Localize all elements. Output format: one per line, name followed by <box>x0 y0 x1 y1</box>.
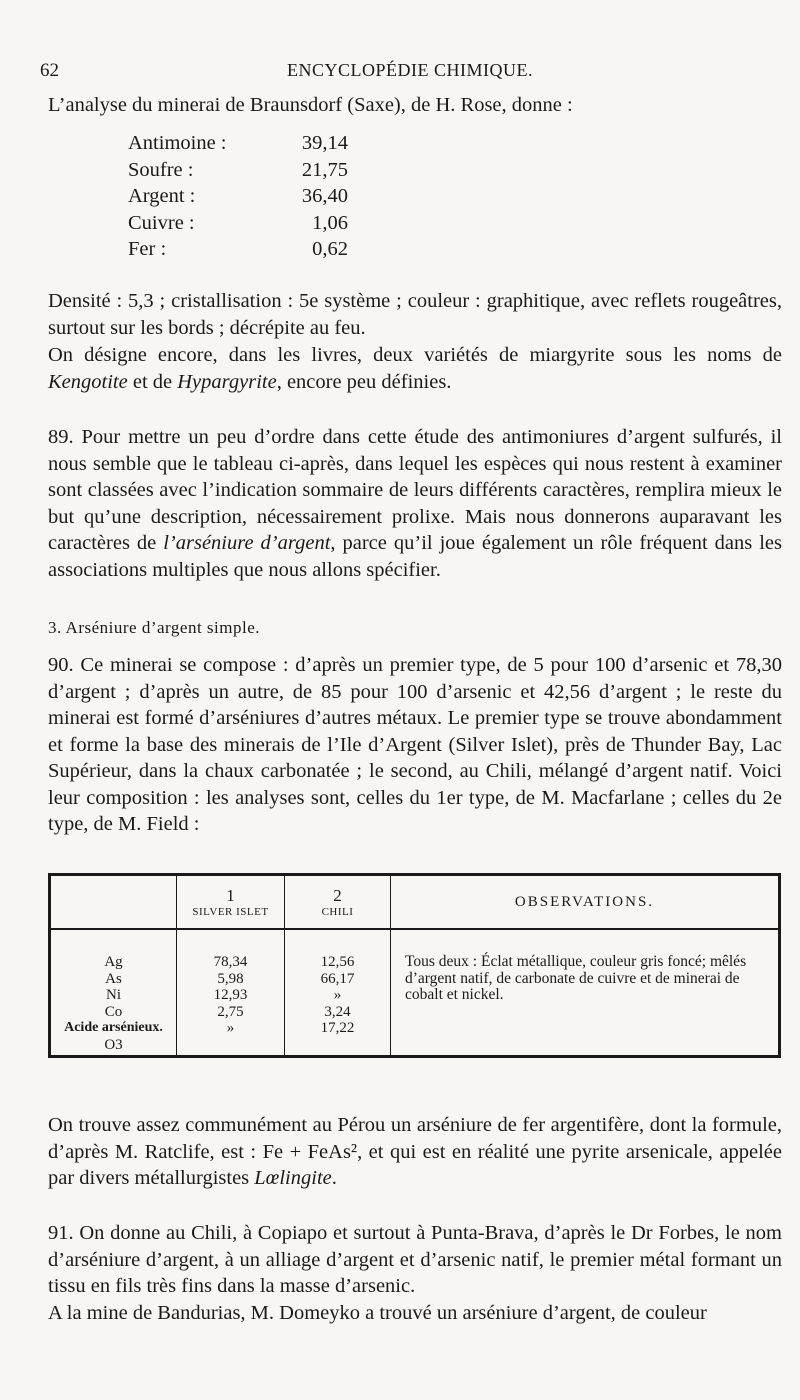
value-cell: 17,22 <box>320 1020 355 1036</box>
paragraph-91: 91. On donne au Chili, à Copiapo et surtout à Punta-Brava, d’après le Dr Forbes, le nom d’arséniure d’argent, à un alliage d’argent et d’arsenic natif, le premier métal formant un tissu en fils très fins dans la masse d’arsenic. <box>48 1222 782 1297</box>
paragraph-89 <box>48 424 782 583</box>
element-value: 1,06 <box>312 211 348 234</box>
element-cell: Ni <box>106 987 121 1003</box>
hypargyrite-term: Hypargyrite <box>177 370 277 393</box>
silver-islet-column <box>177 929 285 1057</box>
peru-paragraph <box>48 1112 782 1192</box>
value-cell <box>178 1037 283 1054</box>
value-cell: 2,75 <box>217 1003 244 1020</box>
varieties-text-a: On désigne encore, dans les livres, deux variétés de miargyrite sous les noms de <box>48 344 782 366</box>
column-label: CHILI <box>321 906 354 918</box>
varieties-text-e: , encore peu définies. <box>276 370 452 393</box>
section-title: 3. Arséniure d’argent simple. <box>48 618 261 637</box>
page-number: 62 <box>40 60 59 81</box>
chili-column <box>285 929 391 1057</box>
element-name: Argent : <box>128 185 196 207</box>
loelingite-term: Lœlingite <box>254 1167 332 1189</box>
bandurias-paragraph: A la mine de Bandurias, M. Domeyko a trouvé un arséniure d’argent, de couleur <box>48 1302 707 1324</box>
composition-row <box>128 132 348 159</box>
table-header-silver-islet <box>177 875 285 930</box>
element-value: 39,14 <box>301 132 348 154</box>
element-cell: Co <box>104 1003 123 1020</box>
density-paragraph: Densité : 5,3 ; cristallisation : 5e système ; couleur : graphitique, avec reflets rougeâtres, surtout sur les bords ; décrépite au feu. <box>48 290 782 339</box>
element-value: 21,75 <box>301 158 348 181</box>
value-cell: 12,93 <box>213 987 248 1003</box>
value-cell: » <box>333 987 342 1003</box>
column-number: 2 <box>333 886 342 905</box>
kengotite-term: Kengotite <box>48 370 128 393</box>
p89-text-c: , parce qu’il joue également un rôle fréquent dans les associations multiples que nous allons spécifier. <box>48 532 782 581</box>
varieties-paragraph <box>48 342 782 395</box>
peru-text-c: . <box>331 1167 337 1189</box>
running-title: ENCYCLOPÉDIE CHIMIQUE. <box>287 60 533 80</box>
value-cell: 78,34 <box>213 954 248 970</box>
value-cell: 66,17 <box>320 970 355 987</box>
table-header-chili <box>285 875 391 930</box>
composition-row <box>128 238 348 265</box>
value-cell: 5,98 <box>217 970 244 987</box>
element-cell: Ag <box>104 954 123 970</box>
element-value: 36,40 <box>301 185 348 207</box>
arseniure-term: l’arséniure d’argent <box>163 532 331 554</box>
element-name: Cuivre : <box>128 211 195 234</box>
element-name: Antimoine : <box>128 132 227 154</box>
element-cell: As <box>105 970 122 987</box>
element-value: 0,62 <box>312 238 348 260</box>
composition-list <box>128 132 348 265</box>
paragraph-90: 90. Ce minerai se compose : d’après un premier type, de 5 pour 100 d’arsenic et 78,30 d’argent ; d’après un autre, de 85 pour 100 d’arsenic et 42,56 d’argent ; le reste du minerai est formé d’arséniures d’autres métaux. Le premier type se trouve abondamment et forme la base des minerais de l’Ile d’Argent (Silver Islet), près de Thunder Bay, Lac Supérieur, dans la chaux carbonatée ; le second, au Chili, mélangé d’argent natif. Voici leur composition : les analyses sont, celles du 1er type, de M. Macfarlane ; celles du 2e type, de M. Field : <box>48 654 782 835</box>
element-name: Soufre : <box>128 158 194 181</box>
varieties-text-c: et de <box>127 370 178 393</box>
table-row <box>50 929 780 1057</box>
table-header-element <box>50 875 177 930</box>
element-cell: O3 <box>104 1036 123 1053</box>
peru-text-a: On trouve assez communément au Pérou un arséniure de fer argentifère, dont la formule, d’après M. Ratclife, est : Fe + FeAs², et qui est en réalité une pyrite arsenicale, appelée par divers métallurgistes <box>48 1114 782 1189</box>
value-cell: » <box>226 1020 235 1036</box>
value-cell: 3,24 <box>324 1003 351 1020</box>
intro-paragraph: L’analyse du minerai de Braunsdorf (Saxe), de H. Rose, donne : <box>48 94 573 116</box>
analysis-table <box>48 873 781 1058</box>
column-number: 1 <box>226 886 235 905</box>
element-name: Fer : <box>128 238 167 260</box>
composition-row <box>128 185 348 212</box>
observations-cell: Tous deux : Éclat métallique, couleur gris foncé; mêlés d’argent natif, de carbonate de cuivre et de minerai de cobalt et nickel. <box>391 929 780 1057</box>
element-cell: Acide arsénieux. <box>64 1020 163 1035</box>
column-label: OBSERVATIONS. <box>514 893 655 910</box>
p89-text-a: 89. Pour mettre un peu d’ordre dans cette étude des antimoniures d’argent sulfurés, il nous semble que le tableau ci-après, dans lequel les espèces qui nous restent à examiner sont classées avec l’indication sommaire de leurs différents caractères, remplira mieux le but qu’une description, nécessairement prolixe. Mais nous donnerons auparavant les caractères de <box>48 426 782 554</box>
element-column <box>50 929 177 1057</box>
composition-row <box>128 159 348 186</box>
value-cell: 12,56 <box>320 954 355 970</box>
page-header <box>40 60 780 86</box>
column-label: SILVER ISLET <box>192 906 269 918</box>
value-cell <box>286 1037 389 1054</box>
table-header-observations <box>391 875 780 930</box>
composition-row <box>128 212 348 239</box>
